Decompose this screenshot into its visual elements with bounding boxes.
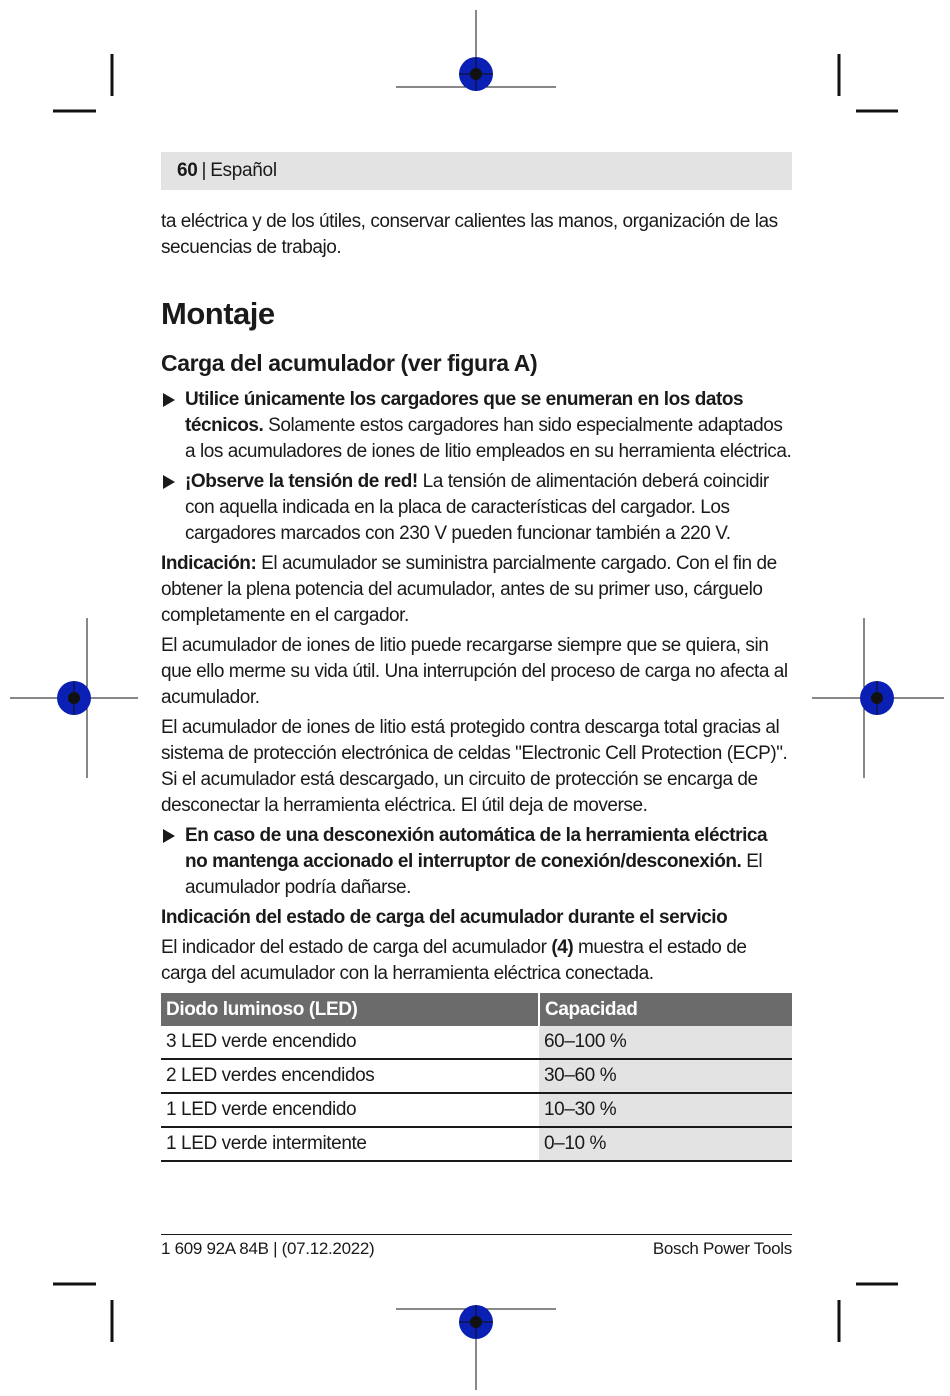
table-cell-capacity: 30–60 %: [539, 1059, 792, 1093]
warning-chargers: [161, 387, 792, 465]
page-number: 60: [177, 160, 198, 181]
table-cell-capacity: 60–100 %: [539, 1026, 792, 1059]
subsection-title: Carga del acumulador (ver figura A): [161, 350, 538, 376]
header-language: Español: [210, 160, 277, 181]
warning-chargers-bold: Utilice únicamente los cargadores que se enumeran en los datos técnicos.: [185, 389, 744, 436]
section-title: Montaje: [161, 296, 275, 331]
registration-mark-right: [812, 618, 944, 778]
note-paragraph: [161, 551, 792, 629]
table-cell-led: 3 LED verde encendido: [161, 1026, 539, 1059]
page-footer: [161, 1234, 792, 1259]
paragraph-recharge: El acumulador de iones de litio puede recargarse siempre que se quiera, sin que ello merme su vida útil. Una interrupción del proceso de carga no afecta al acumulador.: [161, 635, 788, 708]
table-cell-led: 2 LED verdes encendidos: [161, 1059, 539, 1093]
table-row: [161, 1127, 792, 1161]
table-row: [161, 1059, 792, 1093]
footer-brand: Bosch Power Tools: [652, 1239, 792, 1258]
warning-voltage: [161, 469, 792, 547]
header-separator: |: [201, 160, 207, 181]
charge-status-paragraph: [161, 935, 792, 987]
table-header-row: [161, 993, 792, 1026]
intro-paragraph: ta eléctrica y de los útiles, conservar calientes las manos, organización de las secuencias de trabajo.: [161, 211, 778, 258]
footer-document-id: 1 609 92A 84B | (07.12.2022): [161, 1239, 375, 1258]
table-cell-capacity: 10–30 %: [539, 1093, 792, 1127]
paragraph-ecp: El acumulador de iones de litio está protegido contra descarga total gracias al sistema de protección electrónica de celdas "Electronic Cell Protection (ECP)". Si el acumulador está descargado, un circuito de protección se encarga de desconectar la herramienta eléctrica. El útil deja de moverse.: [161, 717, 788, 816]
page-header: [161, 152, 792, 190]
charge-status-heading: Indicación del estado de carga del acumulador durante el servicio: [161, 907, 728, 928]
warning-voltage-bold: ¡Observe la tensión de red!: [185, 471, 418, 492]
note-text: El acumulador se suministra parcialmente cargado. Con el fin de obtener la plena potencia del acumulador, antes de su primer uso, cárguelo completamente en el cargador.: [161, 553, 777, 626]
charge-text-before: El indicador del estado de carga del acumulador: [161, 937, 552, 958]
bullet-triangle-icon: [163, 393, 175, 407]
warning-auto-shutoff-text: El acumulador podría dañarse.: [185, 851, 763, 898]
table-header-capacity: Capacidad: [539, 993, 792, 1026]
charge-text-ref: (4): [551, 937, 574, 958]
note-label: Indicación:: [161, 553, 257, 574]
led-capacity-table: [161, 993, 792, 1162]
warning-chargers-text: Solamente estos cargadores han sido especialmente adaptados a los acumuladores de iones de litio empleados en su herramienta eléctrica.: [185, 415, 792, 462]
warning-voltage-text: La tensión de alimentación deberá coincidir con aquella indicada en la placa de características del cargador. Los cargadores marcados con 230 V pueden funcionar también a 220 V.: [185, 471, 769, 544]
table-header-led: Diodo luminoso (LED): [161, 993, 539, 1026]
registration-mark-bottom: [396, 1305, 556, 1390]
registration-mark-left: [10, 618, 138, 778]
registration-mark-top: [396, 10, 556, 91]
warning-auto-shutoff: [161, 823, 792, 901]
charge-text-after: muestra el estado de carga del acumulador con la herramienta eléctrica conectada.: [161, 937, 747, 984]
warning-auto-shutoff-bold: En caso de una desconexión automática de la herramienta eléctrica no mantenga accionado el interruptor de conexión/desconexión.: [185, 825, 768, 872]
table-row: [161, 1093, 792, 1127]
table-cell-led: 1 LED verde intermitente: [161, 1127, 539, 1161]
bullet-triangle-icon: [163, 829, 175, 843]
page-content: [161, 152, 792, 1162]
table-cell-led: 1 LED verde encendido: [161, 1093, 539, 1127]
bullet-triangle-icon: [163, 475, 175, 489]
table-cell-capacity: 0–10 %: [539, 1127, 792, 1161]
table-row: [161, 1026, 792, 1059]
